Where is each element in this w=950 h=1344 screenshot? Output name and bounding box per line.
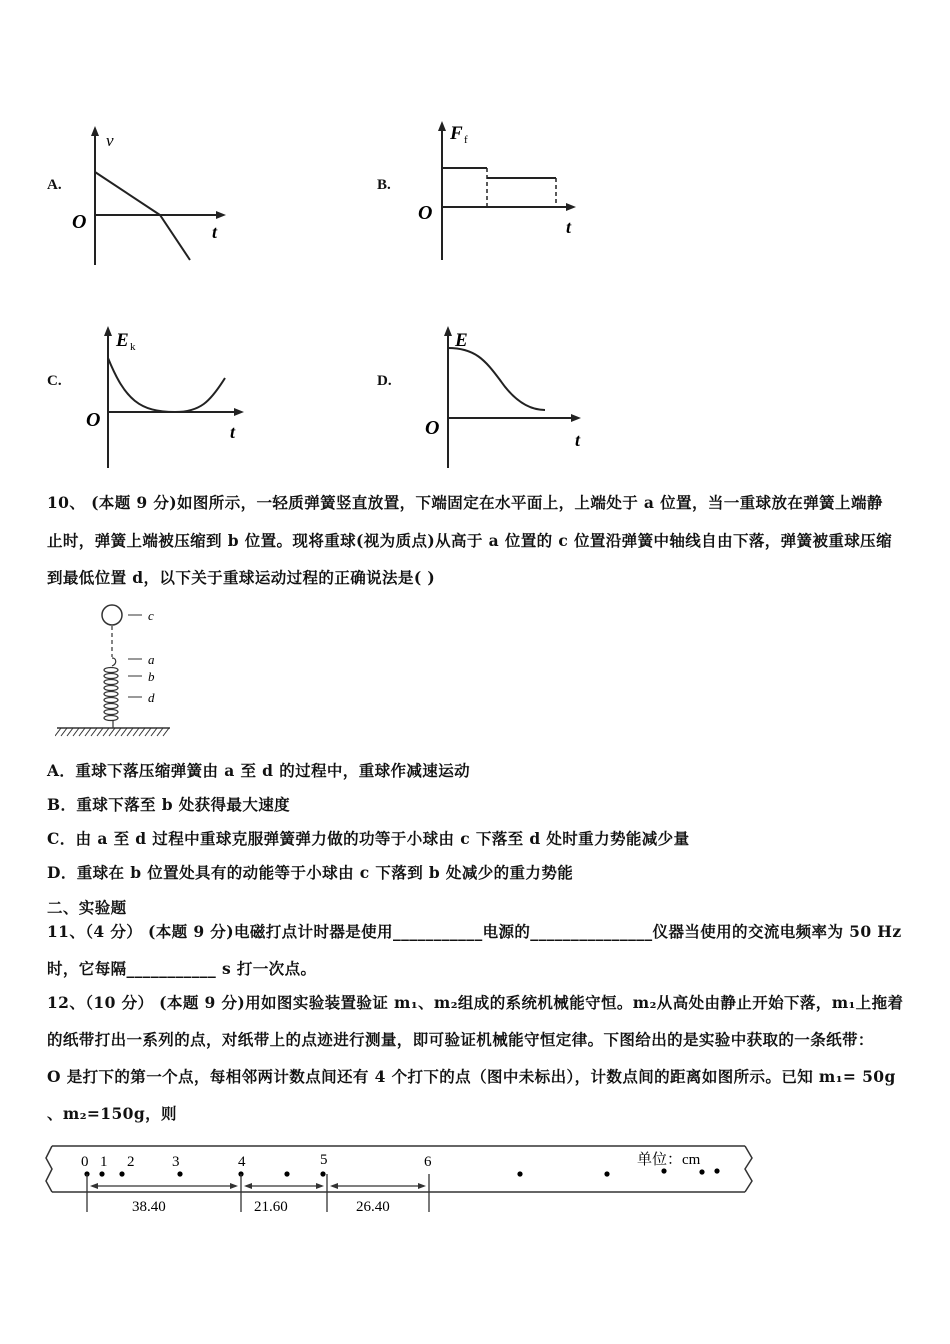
svg-text:2: 2 (127, 1154, 135, 1170)
q10-line-1: 10、 (本题 9 分)如图所示，一轻质弹簧竖直放置，下端固定在水平面上，上端处于 a 位置，当一重球放在弹簧上端静 (47, 493, 883, 512)
ground-hatch (97, 728, 103, 736)
q10-option-a: A．重球下落压缩弹簧由 a 至 d 的过程中，重球作减速运动 (47, 761, 470, 780)
q10-option-c: C．由 a 至 d 过程中重球克服弹簧弹力做的功等于小球由 c 下落至 d 处时重力势能减少量 (47, 829, 690, 848)
ground-hatch (157, 728, 163, 736)
svg-text:t: t (575, 430, 581, 450)
distance-label: 26.40 (356, 1199, 390, 1215)
svg-text:O: O (86, 409, 101, 431)
graph-a-velocity (60, 120, 240, 270)
section-heading: 二、实验题 (47, 898, 127, 917)
ground-hatch (73, 728, 79, 736)
svg-text:a: a (148, 652, 155, 667)
svg-text:6: 6 (424, 1154, 432, 1170)
svg-text:0: 0 (81, 1154, 89, 1170)
svg-text:d: d (148, 690, 155, 705)
q12-line-3: O 是打下的第一个点，每相邻两计数点间还有 4 个打下的点（图中未标出），计数点间的距离如图所示。已知 m₁= 50g (47, 1067, 896, 1086)
ground-hatch (55, 728, 61, 736)
y-axis-label: v (106, 131, 114, 150)
ground-hatch (151, 728, 157, 736)
arrow-icon (91, 126, 99, 136)
ground-hatch (145, 728, 151, 736)
svg-text:k: k (130, 341, 136, 353)
ground-hatch (91, 728, 97, 736)
svg-text:c: c (148, 608, 154, 623)
ground-hatch (109, 728, 115, 736)
option-b-label: B. (377, 177, 391, 193)
option-d-label: D. (377, 373, 392, 389)
distance-label: 21.60 (254, 1199, 288, 1215)
svg-text:f: f (464, 134, 468, 146)
svg-text:1: 1 (100, 1154, 108, 1170)
q10-line-3: 到最低位置 d，以下关于重球运动过程的正确说法是( ) (47, 568, 436, 587)
option-a-label: A. (47, 177, 62, 193)
ground-hatch (103, 728, 109, 736)
svg-text:F: F (450, 123, 463, 144)
q11-line-1: 11、（4 分） (本题 9 分)电磁打点计时器是使用___________电源的_______________仪器当使用的交流电频率为 50 Hz (47, 922, 902, 941)
svg-text:4: 4 (238, 1154, 246, 1170)
ground-hatch (139, 728, 145, 736)
ground-hatch (163, 728, 169, 736)
ground-hatch (127, 728, 133, 736)
svg-text:E: E (455, 330, 468, 351)
tape-dots (84, 1168, 719, 1176)
svg-text:O: O (418, 202, 433, 224)
graph-c-kinetic-energy (80, 320, 260, 470)
ground-hatch (85, 728, 91, 736)
q10-line-2: 止时，弹簧上端被压缩到 b 位置。现将重球(视为质点)从高于 a 位置的 c 位置沿弹簧中轴线自由下落，弹簧被重球压缩 (47, 531, 892, 550)
svg-text:O: O (72, 211, 87, 233)
ground-hatch (79, 728, 85, 736)
q10-option-d: D．重球在 b 位置处具有的动能等于小球由 c 下落到 b 处减少的重力势能 (47, 863, 574, 882)
svg-text:t: t (566, 217, 572, 237)
spring (104, 658, 118, 728)
ball (102, 605, 122, 625)
unit-label: 单位：cm (637, 1152, 701, 1168)
ground-hatch (133, 728, 139, 736)
graph-d-energy (415, 320, 595, 470)
graph-b-friction (410, 115, 590, 265)
option-c-label: C. (47, 373, 62, 389)
ground-hatch (121, 728, 127, 736)
distance-label: 38.40 (132, 1199, 166, 1215)
svg-text:t: t (212, 222, 218, 242)
spring-figure (55, 600, 180, 745)
svg-text:O: O (425, 417, 440, 439)
q12-line-2: 的纸带打出一系列的点，对纸带上的点迹进行测量，即可验证机械能守恒定律。下图给出的是实验中获取的一条纸带： (47, 1030, 874, 1049)
svg-text:3: 3 (172, 1154, 180, 1170)
svg-text:b: b (148, 669, 155, 684)
q12-line-1: 12、（10 分） (本题 9 分)用如图实验装置验证 m₁、m₂组成的系统机械能守恒。m₂从高处由静止开始下落，m₁上拖着 (47, 993, 904, 1012)
ground-hatch (67, 728, 73, 736)
svg-text:5: 5 (320, 1152, 328, 1168)
svg-text:E: E (116, 330, 129, 351)
ground-hatch (115, 728, 121, 736)
paper-tape-figure (40, 1140, 760, 1220)
q11-line-2: 时，它每隔___________ s 打一次点。 (47, 959, 317, 978)
q12-line-4: 、m₂=150g，则 (47, 1104, 177, 1123)
svg-text:t: t (230, 422, 236, 442)
q10-option-b: B．重球下落至 b 处获得最大速度 (47, 795, 291, 814)
ground-hatch (61, 728, 67, 736)
